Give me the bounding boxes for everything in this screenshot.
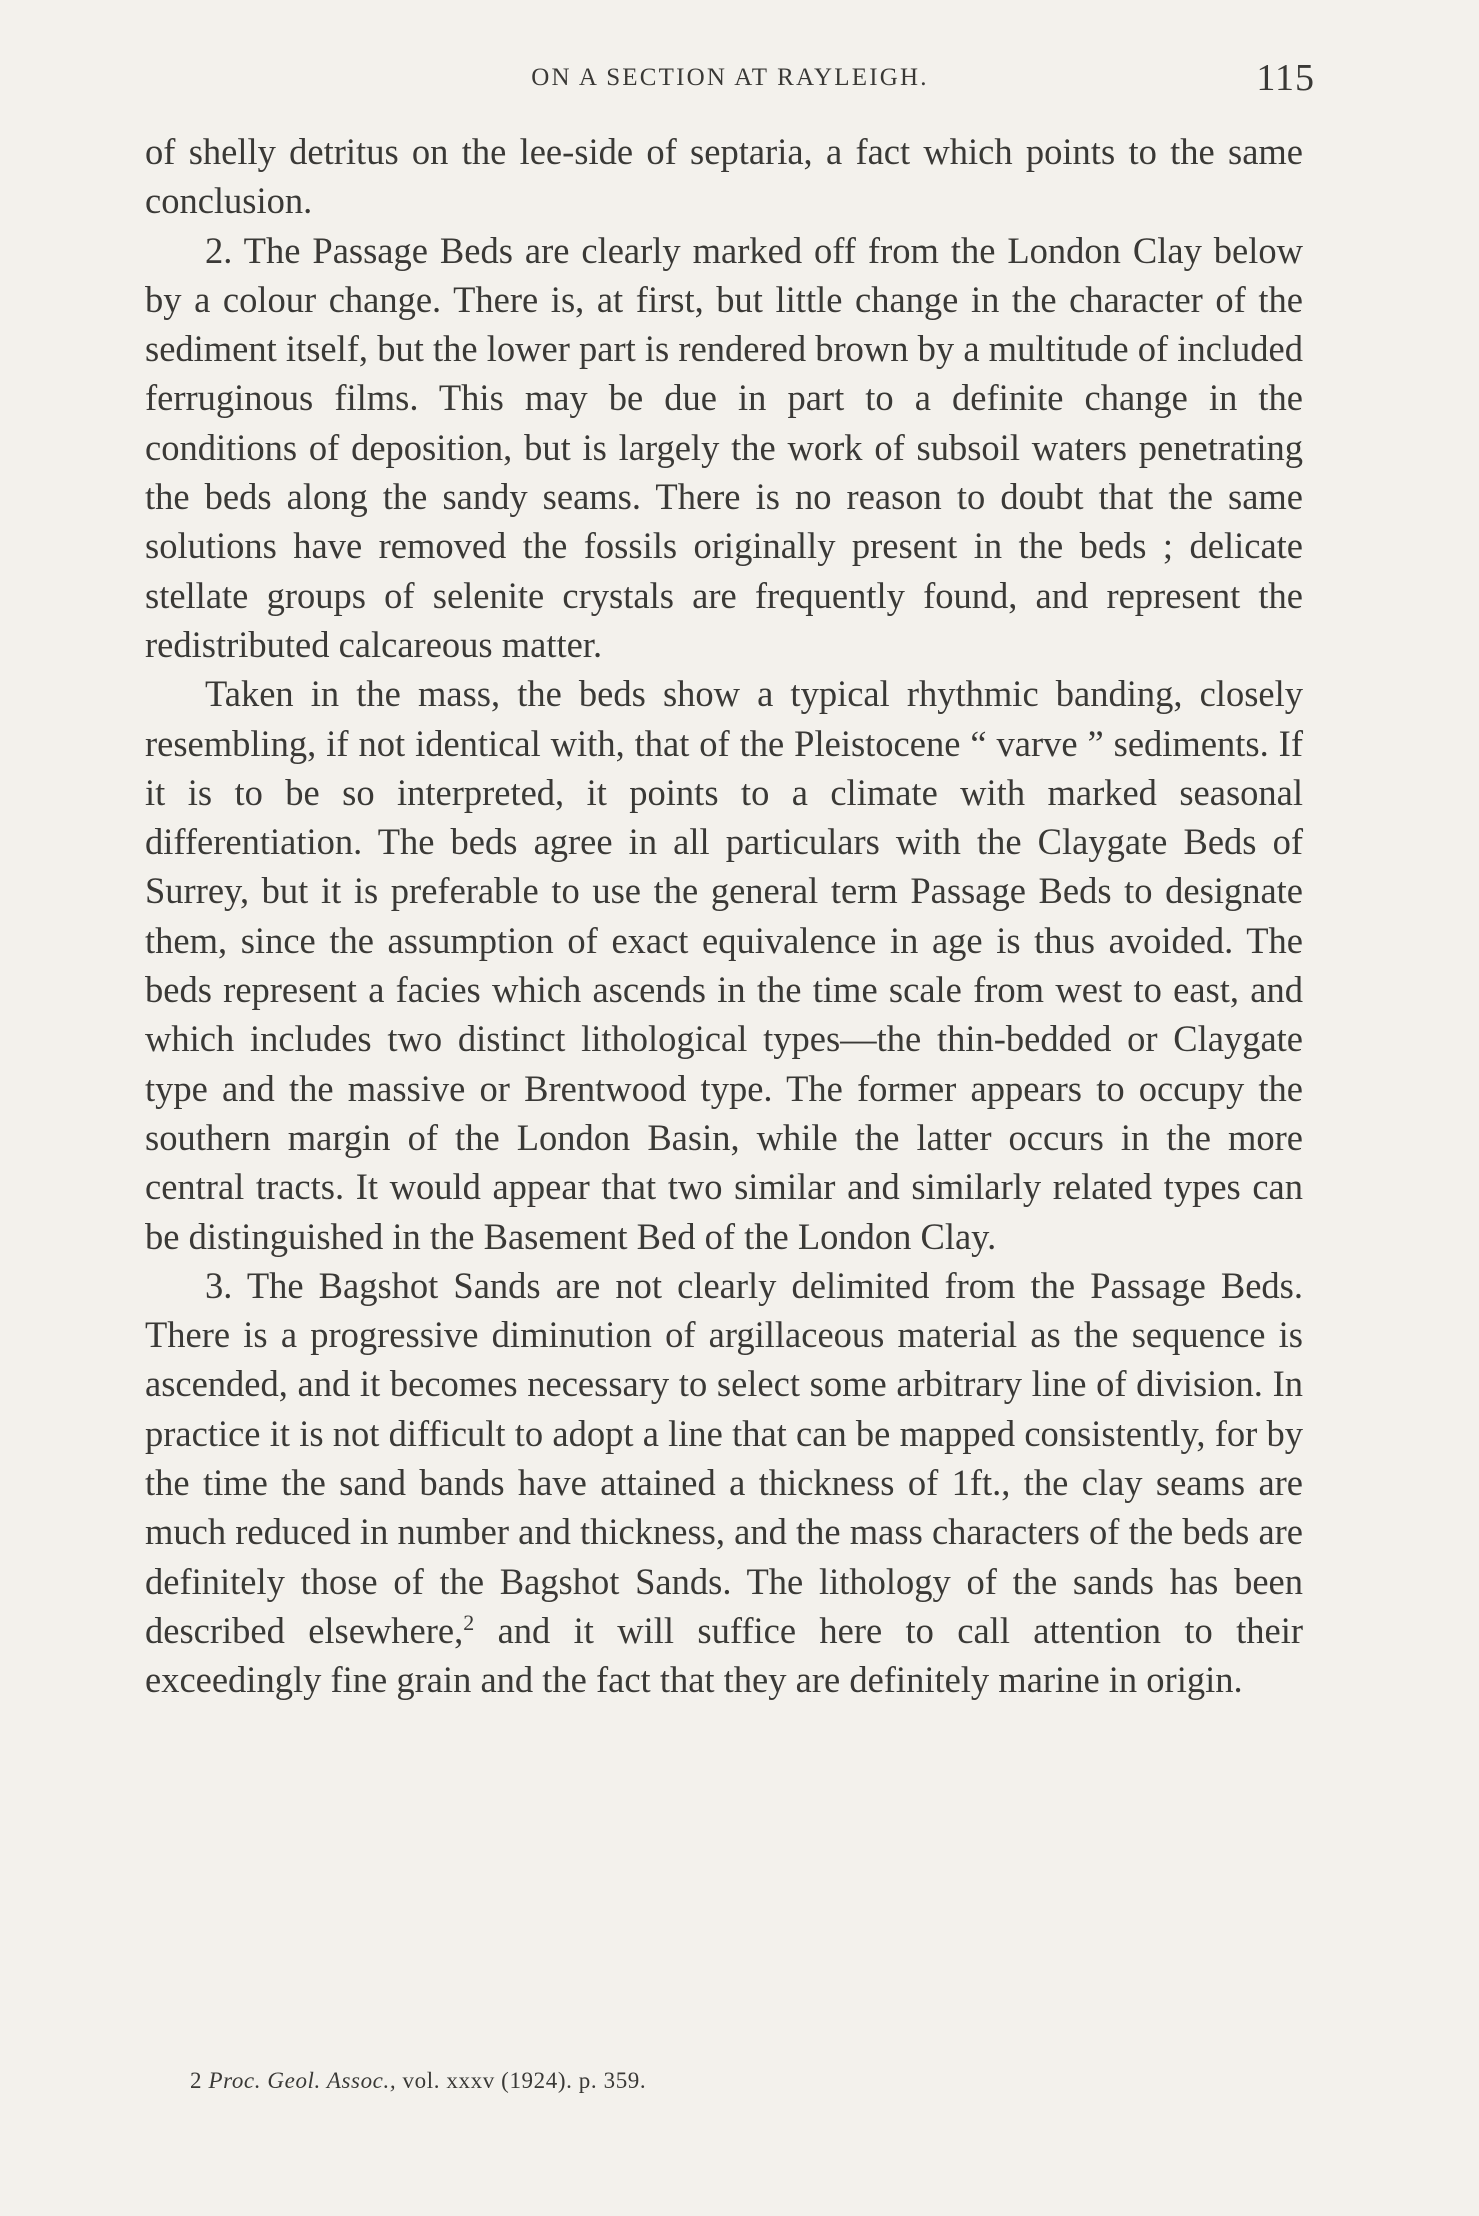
running-head [145,58,1315,108]
page-number: 115 [1256,57,1315,99]
paragraph-rhythmic-banding: Taken in the mass, the beds show a typical rhythmic banding, closely resembling, if not identical with, that of the Pleistocene “ varve ” sediments. If it is to be so interpreted, it points to a climate with marked seasonal differentiation. The beds agree in all particulars with the Claygate Beds of Surrey, but it is preferable to use the general term Passage Beds to designate them, since the assumption of exact equivalence in age is thus avoided. The beds represent a facies which ascends in the time scale from west to east, and which includes two distinct lithological types—the thin-bedded or Claygate type and the massive or Brentwood type. The former appears to occupy the southern margin of the London Basin, while the latter occurs in the more central tracts. It would appear that two similar and similarly related types can be distinguished in the Basement Bed of the London Clay. [145,673,1303,1257]
footnote-source: Proc. Geol. Assoc., [208,2068,397,2093]
paragraph-bagshot-sands [145,1261,1303,1705]
paragraph-continuation: of shelly detritus on the lee-side of septaria, a fact which points to the same conclusion. [145,131,1303,222]
footnote-reference: 2 [463,1609,475,1635]
footnote-marker: 2 [190,2068,203,2093]
footnote [190,2064,646,2098]
paragraph-passage-beds: 2. The Passage Beds are clearly marked off from the London Clay below by a colour change. There is, at first, but little change in the character of the sediment itself, but the lower part is rendered brown by a multitude of included ferruginous films. This may be due in part to a definite change in the conditions of deposition, but is largely the work of subsoil waters penetrating the beds along the sandy seams. There is no reason to doubt that the same solutions have removed the fossils originally present in the beds ; delicate stellate groups of selenite crystals are frequently found, and represent the redistributed calcareous matter. [145,229,1303,665]
running-title: ON A SECTION AT RAYLEIGH. [531,64,929,91]
body-text [145,127,1303,1705]
footnote-details: vol. xxxv (1924). p. 359. [402,2068,647,2093]
paragraph-bagshot-sands-tail: and it will suffice here to call attention to their exceedingly fine grain and the fact that they are definitely marine in origin. [145,1609,1303,1701]
paragraph-bagshot-sands-text: 3. The Bagshot Sands are not clearly delimited from the Passage Beds. There is a progressive diminution of argillaceous material as the sequence is ascended, and it becomes necessary to select some arbitrary line of division. In practice it is not difficult to adopt a line that can be mapped consistently, for by the time the sand bands have attained a thickness of 1ft., the clay seams are much reduced in number and thickness, and the mass characters of the beds are definitely those of the Bagshot Sands. The lithology of the sands has been described elsewhere, [145,1264,1303,1651]
